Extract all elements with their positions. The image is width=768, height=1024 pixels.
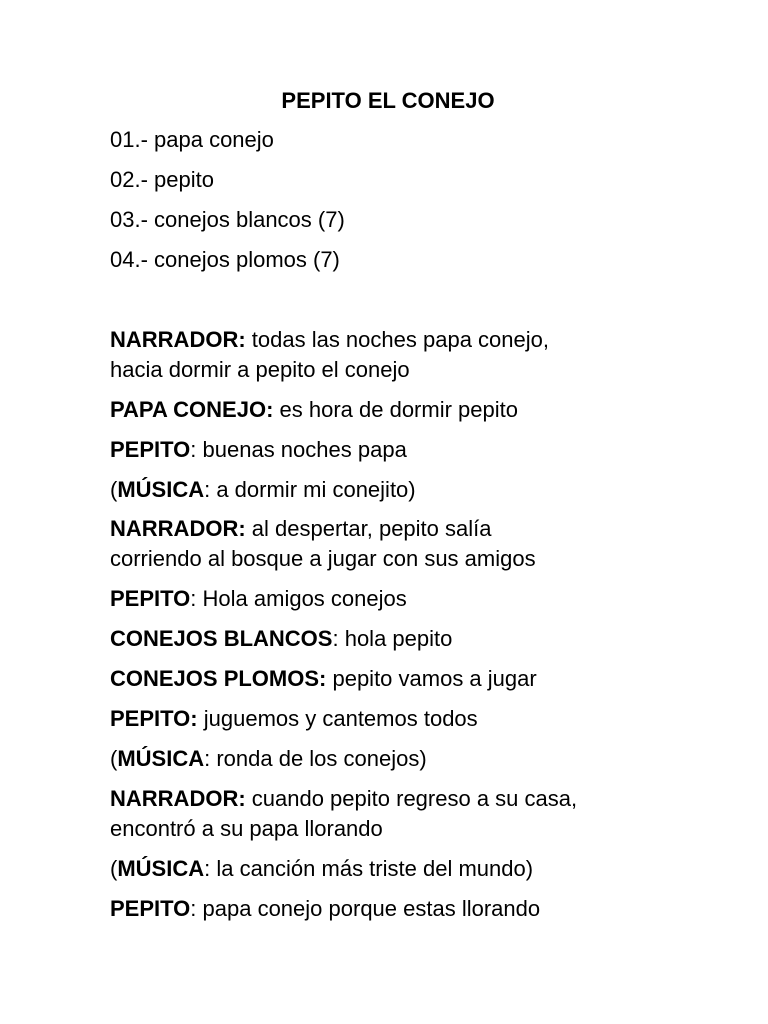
speaker-label: PEPITO — [110, 896, 191, 921]
line-text: : buenas noches papa — [190, 437, 407, 462]
script-line — [110, 704, 690, 734]
speaker-label: PEPITO: — [110, 706, 198, 731]
script-line — [110, 514, 690, 574]
line-text: : a dormir mi conejito) — [204, 477, 416, 502]
speaker-label: MÚSICA — [117, 746, 205, 771]
speaker-label: PEPITO — [110, 586, 191, 611]
script-line — [110, 584, 690, 614]
document-title: PEPITO EL CONEJO — [281, 88, 495, 113]
script-line — [110, 894, 690, 924]
speaker-label: NARRADOR: — [110, 516, 246, 541]
speaker-label: PEPITO — [110, 437, 191, 462]
line-text: al despertar, pepito salía — [245, 516, 492, 541]
script-line — [110, 325, 690, 385]
cast-item: 01.- papa conejo — [110, 127, 274, 152]
line-text: : la canción más triste del mundo) — [204, 856, 534, 881]
speaker-label: NARRADOR: — [110, 327, 246, 352]
cast-item: 03.- conejos blancos (7) — [110, 207, 345, 232]
script-line — [110, 395, 690, 425]
script-line — [110, 475, 690, 505]
speaker-label: CONEJOS BLANCOS — [110, 626, 333, 651]
line-text: juguemos y cantemos todos — [197, 706, 478, 731]
line-text: cuando pepito regreso a su casa, — [245, 786, 578, 811]
script-line — [110, 435, 690, 465]
line-text: : papa conejo porque estas llorando — [190, 896, 541, 921]
speaker-label: PAPA CONEJO: — [110, 397, 274, 422]
line-open: ( — [110, 856, 118, 881]
script-line — [110, 624, 690, 654]
script-line — [110, 744, 690, 774]
cast-item: 04.- conejos plomos (7) — [110, 247, 340, 272]
speaker-label: NARRADOR: — [110, 786, 246, 811]
line-text: es hora de dormir pepito — [273, 397, 518, 422]
line-text-continued: hacia dormir a pepito el conejo — [110, 357, 410, 382]
script-line — [110, 854, 690, 884]
line-text: : Hola amigos conejos — [190, 586, 407, 611]
line-text-continued: corriendo al bosque a jugar con sus amigos — [110, 546, 536, 571]
script-line — [110, 784, 690, 844]
line-text-continued: encontró a su papa llorando — [110, 816, 383, 841]
speaker-label: CONEJOS PLOMOS: — [110, 666, 327, 691]
line-text: : hola pepito — [332, 626, 453, 651]
cast-item: 02.- pepito — [110, 167, 214, 192]
line-open: ( — [110, 477, 118, 502]
speaker-label: MÚSICA — [117, 856, 205, 881]
line-text: : ronda de los conejos) — [204, 746, 427, 771]
line-open: ( — [110, 746, 118, 771]
line-text: pepito vamos a jugar — [326, 666, 537, 691]
speaker-label: MÚSICA — [117, 477, 205, 502]
line-text: todas las noches papa conejo, — [245, 327, 549, 352]
script-line — [110, 664, 690, 694]
